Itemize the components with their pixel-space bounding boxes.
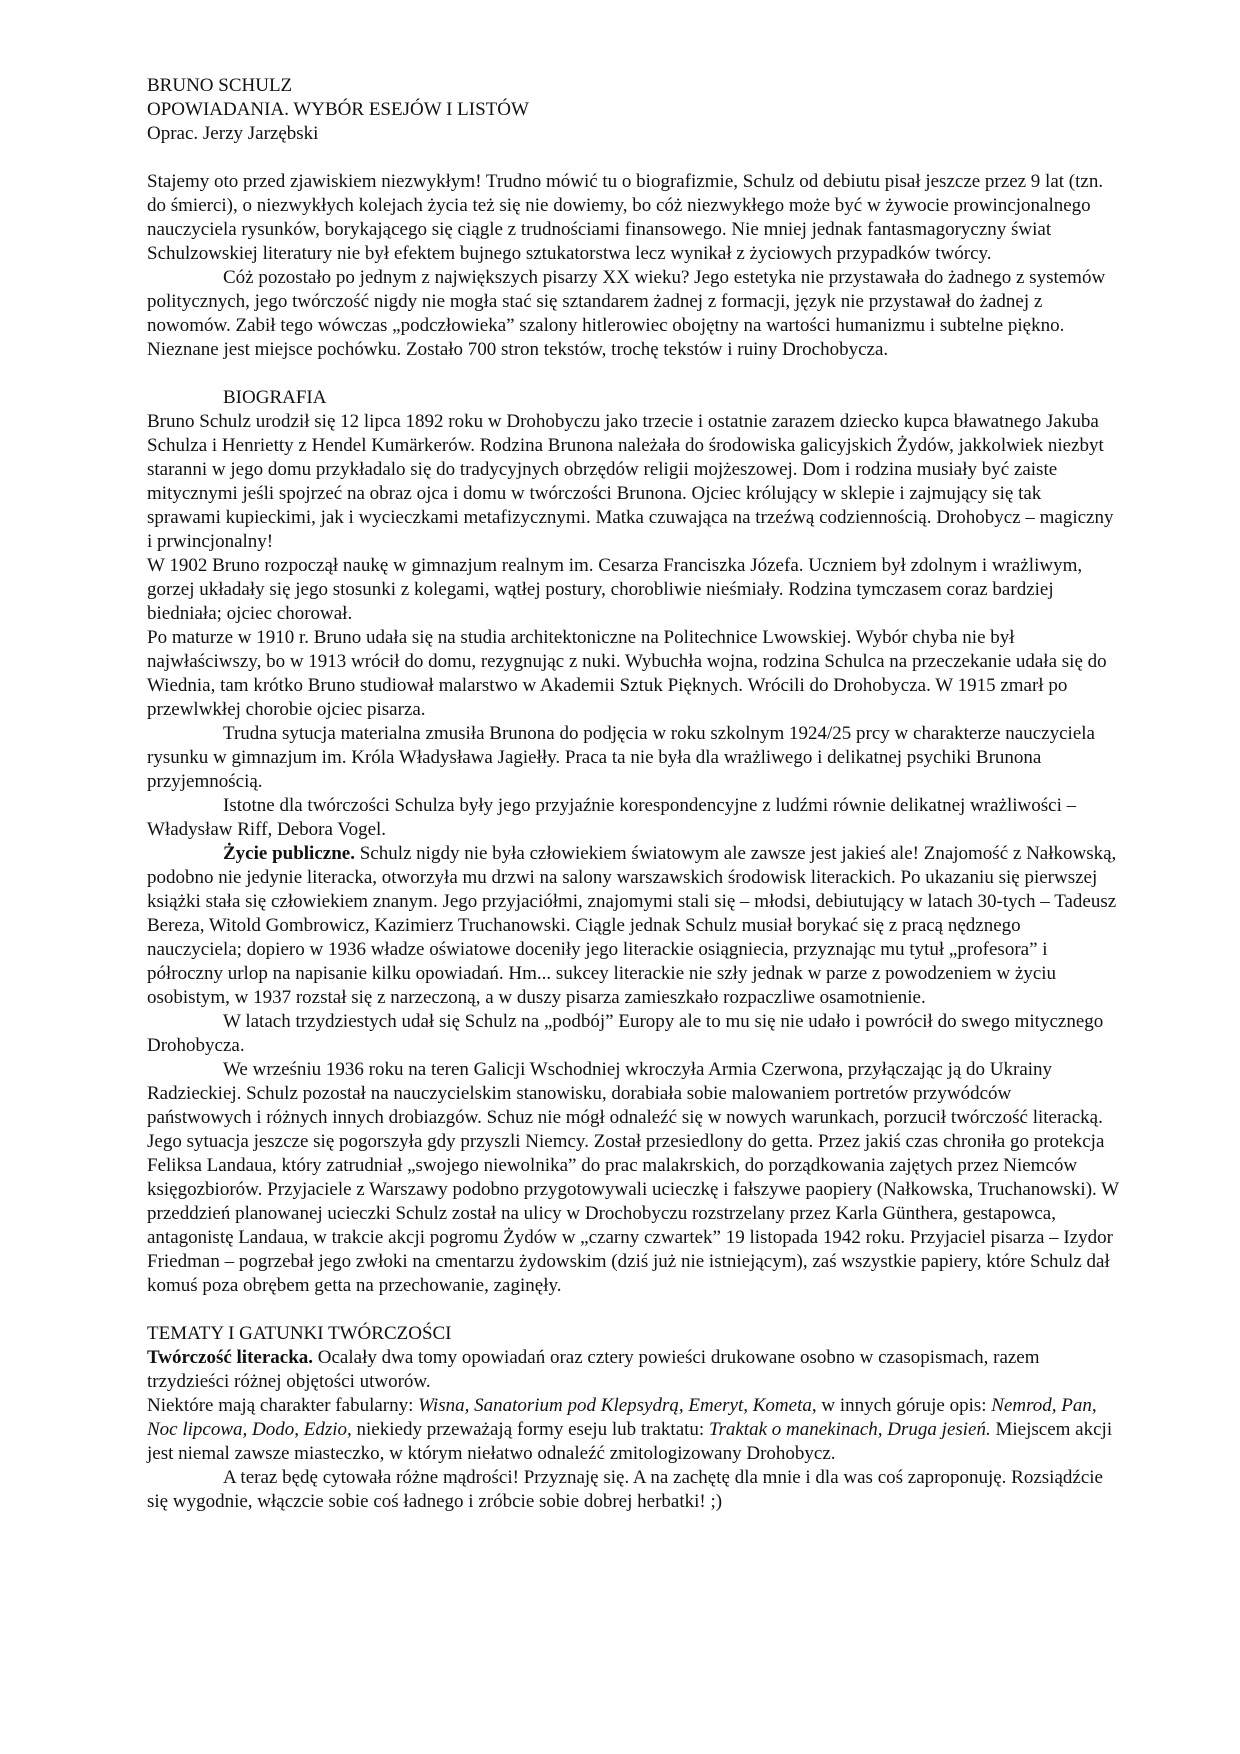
italic-titles-fabularne: Wisna, Sanatorium pod Klepsydrą, Emeryt, Kometa (418, 1395, 812, 1416)
spacer (147, 362, 1119, 386)
biografia-paragraph-6-text: Schulz nigdy nie była człowiekiem światowym ale zawsze jest jakieś ale! Znajomość z Nałkowską, podobno nie jedynie literacka, otworzyła mu drzwi na salony warszawskich środowisk literackich. Po ukazaniu się pierwszej książki stała się człowiekiem znanym. Jego przyjaciółmi, znajomymi stali się – młodsi, debiutujący w latach 30-tych – Tadeusz Bereza, Witold Gombrowicz, Kazimierz Truchanowski. Ciągle jednak Schulz musiał borykać się z pracą nędznego nauczyciela; dopiero w 1936 władze oświatowe doceniły jego literackie osiągniecia, przyznając mu tytuł „profesora” i półroczny urlop na napisanie kilku opowiadań. Hm... sukcey literackie nie szły jednak w parze z powodzeniem w życiu osobistym, w 1937 rozstał się z narzeczoną, a w duszy pisarza zamieszkało rozpaczliwe osamotnienie. (147, 843, 1117, 1008)
biografia-paragraph-5: Istotne dla twórczości Schulza były jego przyjaźnie korespondencyjne z ludźmi równie delikatnej wrażliwości – Władysław Riff, Debora Vogel. (147, 795, 1077, 840)
tematy-paragraph-1-text: Ocalały dwa tomy opowiadań oraz cztery powieści drukowane osobno w czasopismach, razem trzydzieści różnej objętości utworów. (147, 1347, 1040, 1392)
editor-line: Oprac. Jerzy Jarzębski (147, 123, 319, 144)
text-fragment: Miejscem akcji jest niemal zawsze miasteczko, w którym niełatwo odnaleźć zmitologizowany Drohobycz. (147, 1419, 1113, 1464)
biografia-paragraph-1: Bruno Schulz urodził się 12 lipca 1892 roku w Drohobyczu jako trzecie i ostatnie zarazem dziecko kupca bławatnego Jakuba Schulza i Henrietty z Hendel Kumärkerów. Rodzina Brunona należała do środowiska galicyjskich Żydów, jakkolwiek niezbyt staranni w jego domu przykładalo się do tradycyjnych obrzędów religii mojżeszowej. Dom i rodzina musiały być zaiste mitycznymi jeśli spojrzeć na obraz ojca i domu w twórczości Brunona. Ojciec królujący w sklepie i zajmujący się tak sprawami kupieckimi, jak i wycieczkami metafizycznymi. Matka czuwająca na trzeźwą codziennością. Drohobycz – magiczny i prwincjonalny! (147, 411, 1114, 552)
biografia-paragraph-7: W latach trzydziestych udał się Schulz na „podbój” Europy ale to mu się nie udało i powrócił do swego mitycznego Drohobycza. (147, 1011, 1104, 1056)
text-fragment: Niektóre mają charakter fabularny: (147, 1395, 419, 1416)
tematy-paragraph-2 (147, 1394, 1119, 1466)
biografia-paragraph-4: Trudna sytucja materialna zmusiła Brunona do podjęcia w roku szkolnym 1924/25 prcy w charakterze nauczyciela rysunku w gimnazjum im. Króla Władysława Jagiełły. Praca ta nie była dla wrażliwego i delikatnej psychiki Brunona przyjemnością. (147, 723, 1095, 792)
italic-titles-esej: Traktak o manekinach, Druga jesień. (708, 1419, 991, 1440)
section-heading-biografia: BIOGRAFIA (223, 387, 327, 408)
text-fragment: , w innych góruje opis: (811, 1395, 992, 1416)
section-heading-tematy: TEMATY I GATUNKI TWÓRCZOŚCI (147, 1323, 452, 1344)
intro-paragraph-2: Cóż pozostało po jednym z największych pisarzy XX wieku? Jego estetyka nie przystawała do żadnego z systemów politycznych, jego twórczość nigdy nie mogła stać się sztandarem żadnej z formacji, język nie przystawał do żadnej z nowomów. Zabił tego wówczas „podczłowieka” szalony hitlerowiec obojętny na wartości humanizmu i subtelne piękno. Nieznane jest miejsce pochówku. Zostało 700 stron tekstów, trochę tekstów i ruiny Drochobycza. (147, 267, 1106, 360)
zycie-publiczne-label: Życie publiczne. (223, 843, 355, 864)
book-title: OPOWIADANIA. WYBÓR ESEJÓW I LISTÓW (147, 99, 529, 120)
biografia-paragraph-8: We wrześniu 1936 roku na teren Galicji Wschodniej wkroczyła Armia Czerwona, przyłączając ją do Ukrainy Radzieckiej. Schulz pozostał na nauczycielskim stanowisku, dorabiała sobie malowaniem portretów przywódców państwowych i różnych innych drobiazgów. Schuz nie mógł odnaleźć się w nowych warunkach, porzucił twórczość literacką. Jego sytuacja jeszcze się pogorszyła gdy przyszli Niemcy. Został przesiedlony do getta. Przez jakiś czas chroniła go protekcja Feliksa Landaua, który zatrudniał „swojego niewolnika” do prac malakrskich, do porządkowania zajętych przez Niemców księgozbiorów. Przyjaciele z Warszawy podobno przygotowywali ucieczkę i fałszywe paopiery (Nałkowska, Truchanowski). W przeddzień planowanej ucieczki Schulz został na ulicy w Drochobyczu rozstrzelany przez Karla Günthera, gestapowca, antagonistę Landaua, w trakcie akcji pogromu Żydów w „czarny czwartek” 19 listopada 1942 roku. Przyjaciel pisarza – Izydor Friedman – pogrzebał jego zwłoki na cmentarzu żydowskim (dziś już nie istniejącym), zaś wszystkie papiery, które Schulz dał komuś poza obrębem getta na przechowanie, zaginęły. (147, 1059, 1119, 1296)
author-name: BRUNO SCHULZ (147, 75, 293, 96)
spacer (147, 1298, 1119, 1322)
tworczosc-literacka-label: Twórczość literacka. (147, 1347, 314, 1368)
tematy-paragraph-3: A teraz będę cytowała różne mądrości! Przyznaję się. A na zachętę dla mnie i dla was coś zaproponuję. Rozsiądźcie się wygodnie, włączcie sobie coś ładnego i zróbcie sobie dobrej herbatki! ;) (147, 1467, 1103, 1512)
spacer (147, 146, 1119, 170)
biografia-paragraph-2: W 1902 Bruno rozpoczął naukę w gimnazjum realnym im. Cesarza Franciszka Józefa. Uczniem był zdolnym i wrażliwym, gorzej układały się jego stosunki z kolegami, wątłej postury, chorobliwie nieśmiały. Rodzina tymczasem coraz bardziej biedniała; ojciec chorował. (147, 555, 1083, 624)
document-page (147, 74, 1119, 1514)
biografia-paragraph-3: Po maturze w 1910 r. Bruno udała się na studia architektoniczne na Politechnice Lwowskiej. Wybór chyba nie był najwłaściwszy, bo w 1913 wrócił do domu, rezygnując z nuki. Wybuchła wojna, rodzina Schulca na przeczekanie udała się do Wiednia, tam krótko Bruno studiował malarstwo w Akademii Sztuk Pięknych. Wrócili do Drohobycza. W 1915 zmarł po przewlwkłej chorobie ojciec pisarza. (147, 627, 1107, 720)
intro-paragraph-1: Stajemy oto przed zjawiskiem niezwykłym! Trudno mówić tu o biografizmie, Schulz od debiutu pisał jeszcze przez 9 lat (tzn. do śmierci), o niezwykłych kolejach życia też się nie dowiemy, bo cóż niezwykłego może być w żywocie prowincjonalnego nauczyciela rysunków, borykającego się ciągle z trudnościami finansowego. Nie mniej jednak fantasmagoryczny świat Schulzowskiej literatury nie był efektem bujnego sztukatorstwa lecz wynikał z życiowych przypadków twórcy. (147, 171, 1104, 264)
italic-titles-opis: Nemrod, Pan, Noc lipcowa, Dodo, Edzio (147, 1395, 1097, 1440)
biografia-paragraph-6 (147, 842, 1119, 1010)
tematy-paragraph-1 (147, 1346, 1119, 1394)
text-fragment: , niekiedy przeważają formy eseju lub traktatu: (347, 1419, 709, 1440)
